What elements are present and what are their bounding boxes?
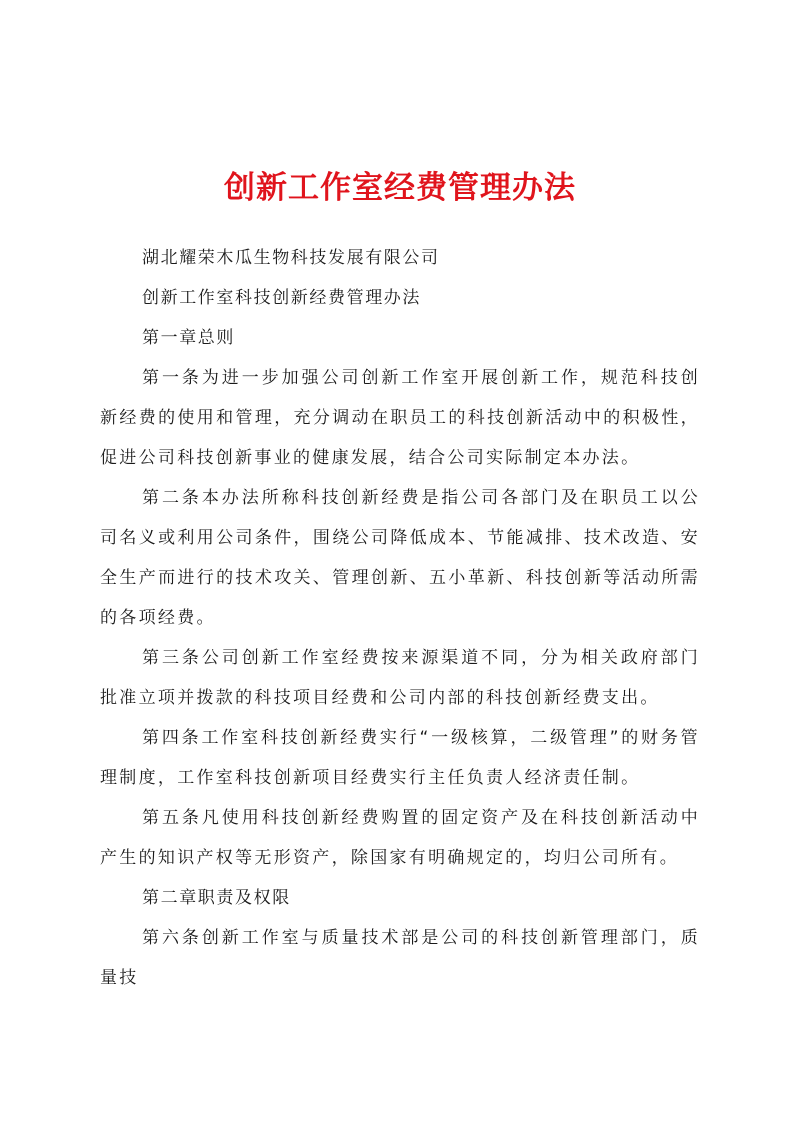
chapter-heading-2: 第二章职责及权限 — [142, 888, 291, 908]
chapter-heading-1: 第一章总则 — [142, 328, 235, 348]
article-3: 第三条公司创新工作室经费按来源渠道不同，分为相关政府部门批准立项并拨款的科技项目经费和公司内部的科技创新经费支出。 — [100, 648, 700, 708]
document-title: 创新工作室经费管理办法 — [224, 170, 576, 206]
document-body — [100, 238, 700, 998]
article-1: 第一条为进一步加强公司创新工作室开展创新工作，规范科技创新经费的使用和管理，充分调动在职员工的科技创新活动中的积极性，促进公司科技创新事业的健康发展，结合公司实际制定本办法。 — [100, 368, 700, 468]
article-2: 第二条本办法所称科技创新经费是指公司各部门及在职员工以公司名义或利用公司条件，围绕公司降低成本、节能减排、技术改造、安全生产而进行的技术攻关、管理创新、五小革新、科技创新等活动所需的各项经费。 — [100, 488, 700, 628]
article-5: 第五条凡使用科技创新经费购置的固定资产及在科技创新活动中产生的知识产权等无形资产，除国家有明确规定的，均归公司所有。 — [100, 808, 700, 868]
article-6: 第六条创新工作室与质量技术部是公司的科技创新管理部门，质量技 — [100, 928, 700, 988]
subtitle: 创新工作室科技创新经费管理办法 — [142, 288, 421, 308]
article-4: 第四条工作室科技创新经费实行“一级核算，二级管理”的财务管理制度，工作室科技创新项目经费实行主任负责人经济责任制。 — [100, 728, 700, 788]
company-name: 湖北耀荣木瓜生物科技发展有限公司 — [142, 248, 440, 268]
